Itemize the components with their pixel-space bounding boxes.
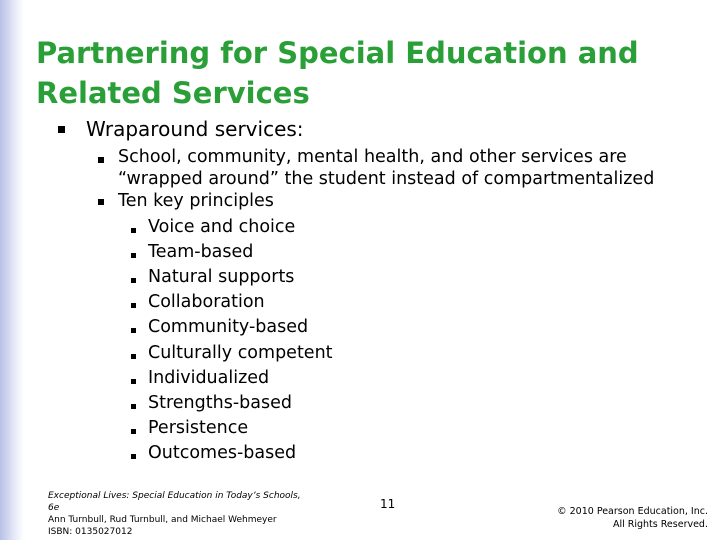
principle-bullet-icon [131,379,136,384]
footer-copyright [557,505,708,531]
principle-item: Natural supports [148,267,295,287]
slide-title-line-1: Partnering for Special Education and [36,36,639,70]
principle-bullet-icon [131,253,136,258]
principle-item: Strengths-based [148,393,292,413]
footer-book-citation [48,490,301,538]
sub-bullet-square-icon [98,199,104,205]
principle-item: Culturally competent [148,343,333,363]
page-number: 11 [380,497,396,511]
principle-item: Collaboration [148,292,265,312]
principle-bullet-icon [131,328,136,333]
footer-authors: Ann Turnbull, Rud Turnbull, and Michael Wehmeyer [48,515,277,525]
sub-bullet-square-icon [98,157,104,163]
rights-line: All Rights Reserved. [612,519,708,530]
principle-bullet-icon [131,228,136,233]
principle-bullet-icon [131,404,136,409]
principle-bullet-icon [131,303,136,308]
bullet-wraparound-services: Wraparound services: [86,117,304,141]
principle-item: Community-based [148,317,309,337]
sub-bullet-services-line-1: School, community, mental health, and other services are [118,147,627,167]
principle-item: Voice and choice [148,217,296,237]
principle-bullet-icon [131,354,136,359]
copyright-line: © 2010 Pearson Education, Inc. [557,506,708,517]
slide-title-line-2: Related Services [36,76,310,110]
footer-book-title: Exceptional Lives: Special Education in Today’s Schools, [48,491,301,501]
principle-item: Outcomes-based [148,443,297,463]
bullet-square-icon [58,126,65,133]
footer-edition: 6e [48,503,60,513]
principle-bullet-icon [131,278,136,283]
principle-item: Persistence [148,418,249,438]
principle-bullet-icon [131,454,136,459]
sub-bullet-services-line-2: “wrapped around” the student instead of compartmentalized [118,169,655,189]
principle-item: Team-based [148,242,254,262]
footer-isbn: ISBN: 0135027012 [48,527,133,537]
sub-bullet-ten-key-principles: Ten key principles [118,191,274,211]
principle-bullet-icon [131,429,136,434]
principle-item: Individualized [148,368,270,388]
